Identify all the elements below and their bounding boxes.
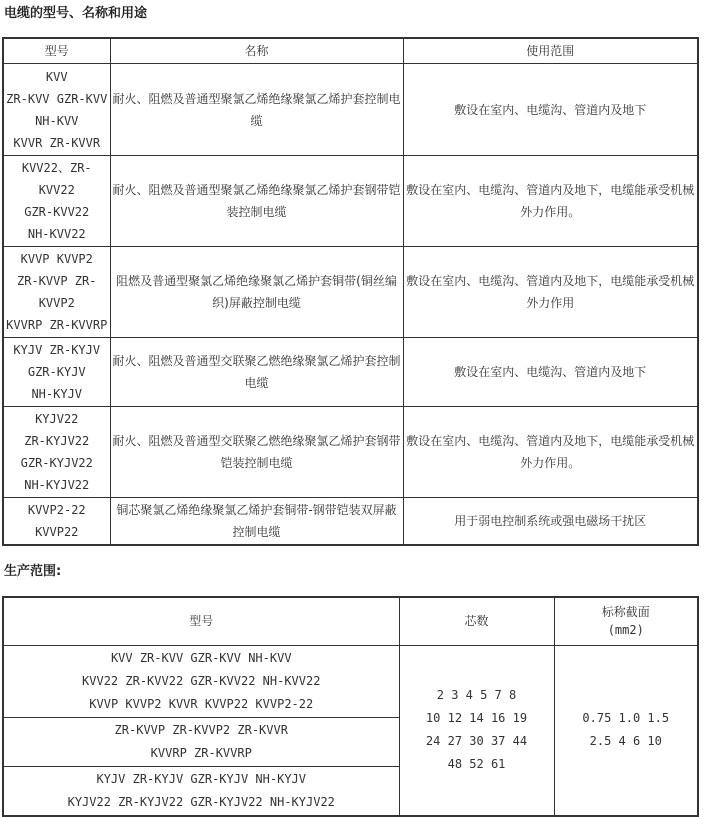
model-group-cell [3, 645, 399, 717]
section-line: 0.75 1.0 1.5 [582, 711, 670, 726]
name-cell: 铜芯聚氯乙烯绝缘聚氯乙烯护套铜带-钢带铠装双屏蔽控制电缆 [110, 498, 403, 546]
table-row [3, 407, 698, 498]
usage-cell: 敷设在室内、电缆沟、管道内及地下，电缆能承受机械外力作用 [403, 247, 698, 338]
cores-cell [399, 645, 554, 816]
table-row [3, 498, 698, 546]
table1-header-model: 型号 [3, 38, 110, 64]
cores-line: 10 12 14 16 19 [425, 711, 528, 726]
table2-header-model: 型号 [3, 597, 399, 645]
model-line: ZR-KVV GZR-KVV [6, 91, 108, 106]
table-row [3, 247, 698, 338]
model-line: ZR-KVVP ZR-KVVP2 [17, 274, 97, 310]
model-line: NH-KVV [35, 113, 79, 128]
table1-header-name: 名称 [110, 38, 403, 64]
page [0, 6, 720, 809]
name-cell: 耐火、阻燃及普通型交联聚乙燃绝缘聚氯乙烯护套钢带铠装控制电缆 [110, 407, 403, 498]
model-line: KVVRP ZR-KVVRP [150, 745, 252, 760]
usage-cell: 敷设在室内、电缆沟、管道内及地下，电缆能承受机械外力作用。 [403, 407, 698, 498]
model-line: NH-KYJV22 [24, 478, 90, 492]
model-line: KVV22、ZR-KVV22 [21, 161, 92, 197]
model-line: GZR-KYJV [27, 365, 86, 379]
table-row [3, 338, 698, 407]
section-cell [554, 645, 698, 816]
model-line: KVV22 ZR-KVV22 GZR-KVV22 NH-KVV22 [82, 673, 321, 688]
cores-line: 48 52 61 [447, 757, 506, 772]
model-line: KVVR ZR-KVVR [13, 135, 101, 150]
section1-title: 电缆的型号、名称和用途 [4, 6, 148, 21]
cable-models-table [2, 37, 699, 546]
model-line: GZR-KVV22 [24, 205, 90, 219]
name-cell: 耐火、阻燃及普通型交联聚乙燃绝缘聚氯乙烯护套控制电缆 [110, 338, 403, 407]
section-header-line1: 标称截面 [601, 605, 650, 620]
production-range-table [2, 596, 699, 817]
cores-line: 2 3 4 5 7 8 [436, 688, 517, 703]
model-line: KYJV ZR-KYJV GZR-KYJV NH-KYJV [96, 771, 306, 786]
model-group-cell [3, 717, 399, 766]
table2-header-cores: 芯数 [399, 597, 554, 645]
model-line: KVVP KVVP2 KVVR KVVP22 KVVP2-22 [89, 696, 314, 711]
model-cell [3, 338, 110, 407]
model-line: KVV ZR-KVV GZR-KVV NH-KVV [110, 650, 292, 665]
model-line: NH-KVV22 [27, 227, 86, 241]
cores-line: 24 27 30 37 44 [425, 734, 528, 749]
section2-title: 生产范围: [4, 564, 62, 579]
usage-cell: 敷设在室内、电缆沟、管道内及地下 [403, 338, 698, 407]
model-cell [3, 64, 110, 156]
section-header-line2: (mm2) [607, 623, 644, 638]
model-cell [3, 498, 110, 546]
model-line: KVVRP ZR-KVVRP [6, 318, 108, 332]
table2-header-row [3, 597, 698, 645]
model-line: GZR-KYJV22 [20, 456, 93, 470]
model-line: KVV [45, 69, 68, 84]
model-line: KYJV22 ZR-KYJV22 GZR-KYJV22 NH-KYJV22 [67, 794, 335, 809]
table1-header-row [3, 38, 698, 64]
model-line: KVVP22 [35, 525, 79, 539]
table-row [3, 645, 698, 717]
model-group-cell [3, 766, 399, 816]
name-cell: 耐火、阻燃及普通型聚氯乙烯绝缘聚氯乙烯护套控制电缆 [110, 64, 403, 156]
model-line: KVVP KVVP2 [20, 252, 93, 266]
table2-header-section [554, 597, 698, 645]
table1-header-usage: 使用范围 [403, 38, 698, 64]
model-cell [3, 156, 110, 247]
model-line: ZR-KVVP ZR-KVVP2 ZR-KVVR [114, 722, 288, 737]
usage-cell: 用于弱电控制系统或强电磁场干扰区 [403, 498, 698, 546]
model-line: NH-KYJV [31, 387, 83, 401]
usage-cell: 敷设在室内、电缆沟、管道内及地下 [403, 64, 698, 156]
model-line: KYJV ZR-KYJV [13, 343, 101, 357]
model-cell [3, 247, 110, 338]
usage-cell: 敷设在室内、电缆沟、管道内及地下，电缆能承受机械外力作用。 [403, 156, 698, 247]
table-row [3, 156, 698, 247]
name-cell: 耐火、阻燃及普通型聚氯乙烯绝缘聚氯乙烯护套钢带铠装控制电缆 [110, 156, 403, 247]
table-row [3, 64, 698, 156]
model-line: ZR-KYJV22 [24, 434, 90, 448]
model-line: KYJV22 [35, 412, 79, 426]
name-cell: 阻燃及普通型聚氯乙烯绝缘聚氯乙烯护套铜带(铜丝编织)屏蔽控制电缆 [110, 247, 403, 338]
section-line: 2.5 4 6 10 [589, 734, 662, 749]
model-line: KVVP2-22 [27, 503, 86, 517]
model-cell [3, 407, 110, 498]
